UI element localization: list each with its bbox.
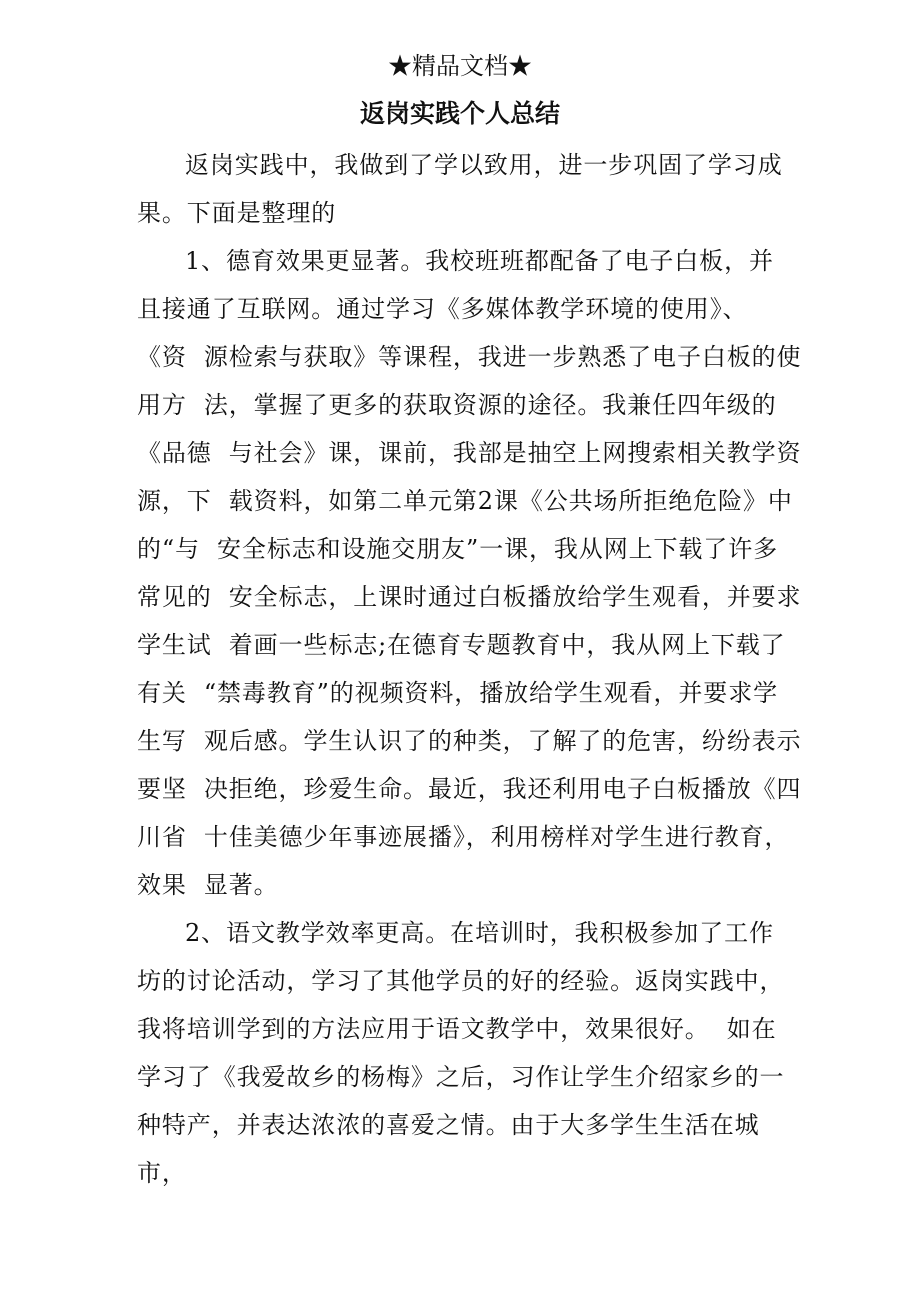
document-header: ★精品文档★ [388, 52, 532, 80]
text-line: 的“与 安全标志和设施交朋友”一课，我从网上下载了许多 [137, 535, 778, 563]
text-line: 1、德育效果更显著。我校班班都配备了电子白板，并 [185, 247, 774, 275]
paragraph-moral-education [137, 237, 802, 909]
text-line: 效果 显著。 [137, 871, 279, 899]
text-line: 市， [137, 1159, 187, 1187]
text-line: 要坚 决拒绝，珍爱生命。最近，我还利用电子白板播放《四 [137, 775, 802, 803]
text-line: 有关 “禁毒教育”的视频资料，播放给学生观看，并要求学 [137, 679, 778, 707]
text-line: 学生试 着画一些标志;在德育专题教育中，我从网上下载了 [137, 631, 786, 659]
text-line: 《品德 与社会》课，课前，我部是抽空上网搜索相关教学资 [137, 439, 802, 467]
text-line: 且接通了互联网。通过学习《多媒体教学环境的使用》、 [137, 295, 748, 323]
text-line: 返岗实践中，我做到了学以致用，进一步巩固了学习成 [185, 151, 783, 179]
document-body [137, 141, 802, 1197]
document-title: 返岗实践个人总结 [359, 99, 560, 128]
text-line: 川省 十佳美德少年事迹展播》，利用榜样对学生进行教育， [137, 823, 790, 851]
text-line: 种特产，并表达浓浓的喜爱之情。由于大多学生生活在城 [137, 1111, 760, 1139]
text-line: 坊的讨论活动，学习了其他学员的好的经验。返岗实践中， [137, 967, 785, 995]
paragraph-chinese-teaching [137, 909, 797, 1197]
text-line: 常见的 安全标志，上课时通过白板播放给学生观看，并要求 [137, 583, 802, 611]
text-line: 生写 观后感。学生认识了的种类，了解了的危害，纷纷表示 [137, 727, 802, 755]
text-line: 2、语文教学效率更高。在培训时，我积极参加了工作 [185, 919, 774, 947]
text-line: 我将培训学到的方法应用于语文教学中，效果很好。 如在 [137, 1015, 777, 1043]
text-line: 学习了《我爱故乡的杨梅》之后，习作让学生介绍家乡的一 [137, 1063, 785, 1091]
text-line: 果。下面是整理的 [137, 199, 337, 227]
text-line: 用方 法，掌握了更多的获取资源的途径。我兼任四年级的 [137, 391, 777, 419]
text-line: 源，下 载资料，如第二单元第2课《公共场所拒绝危险》中 [137, 487, 793, 515]
text-line: 《资 源检索与获取》等课程，我进一步熟悉了电子白板的使 [137, 343, 802, 371]
paragraph-intro [137, 141, 797, 237]
